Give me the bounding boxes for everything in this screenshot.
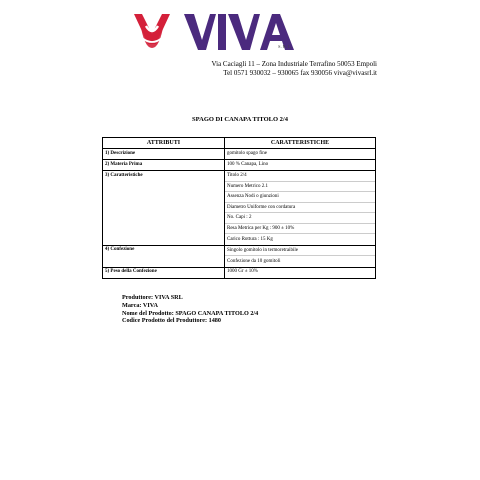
table-header-row <box>103 138 376 149</box>
address-line: Via Caciagli 11 – Zona Industriale Terrafino 50053 Empoli <box>211 60 377 68</box>
table-row <box>103 160 376 171</box>
producer-line: Produttore: VIVA SRL <box>122 294 183 301</box>
company-address <box>212 60 378 78</box>
value-line: Carico Rottura : 15 Kg <box>227 236 273 242</box>
product-name-line: Nome del Prodotto: SPAGO CANAPA TITOLO 2/4 <box>122 309 259 317</box>
value-line: Resa Metrica per Kg : 900 ± 10% <box>225 224 375 235</box>
table-row <box>103 267 376 278</box>
row-label: 5) Peso della Confezione <box>103 267 225 278</box>
attributes-table <box>102 137 376 279</box>
product-summary <box>122 294 258 325</box>
table-row <box>103 245 376 267</box>
row-value: 100 % Canapa, Lino <box>225 160 376 171</box>
column-header-attributes: ATTRIBUTI <box>103 138 225 149</box>
row-values <box>225 245 376 267</box>
row-value: 1000 Gr ± 10% <box>225 267 376 278</box>
value-line: Titolo 2/4 <box>225 171 375 182</box>
document-title: SPAGO DI CANAPA TITOLO 2/4 <box>192 116 288 123</box>
row-label: 2) Materia Prima <box>103 160 225 171</box>
value-line: No. Capi : 2 <box>225 213 375 224</box>
row-label: 3) Caratteristiche <box>103 171 225 246</box>
value-line: Confezione da 10 gomitoli <box>227 258 281 264</box>
row-value: gomitolo spago fine <box>225 149 376 160</box>
value-line: Diametro Uniforme con cordatura <box>225 203 375 214</box>
value-line: Numero Metrico 2.1 <box>225 182 375 193</box>
brand-line: Marca: VIVA <box>122 301 158 309</box>
table-row <box>103 149 376 160</box>
column-header-characteristics: CARATTERISTICHE <box>225 138 376 149</box>
row-values <box>225 171 376 246</box>
product-code-line: Codice Prodotto del Produttore: 1480 <box>122 317 221 325</box>
company-logo <box>130 8 300 56</box>
company-suffix: S.R.L. <box>278 44 293 49</box>
row-label: 4) Confezione <box>103 245 225 267</box>
value-line: Assenza Nodi o giunzioni <box>225 192 375 203</box>
value-line: Singolo gomitolo in termoretraibile <box>225 246 375 257</box>
row-label: 1) Descrizione <box>103 149 225 160</box>
viva-emblem-icon <box>130 8 174 52</box>
contact-line: Tel 0571 930032 – 930065 fax 930056 viva@vivasrl.it <box>223 69 377 77</box>
table-row <box>103 171 376 246</box>
